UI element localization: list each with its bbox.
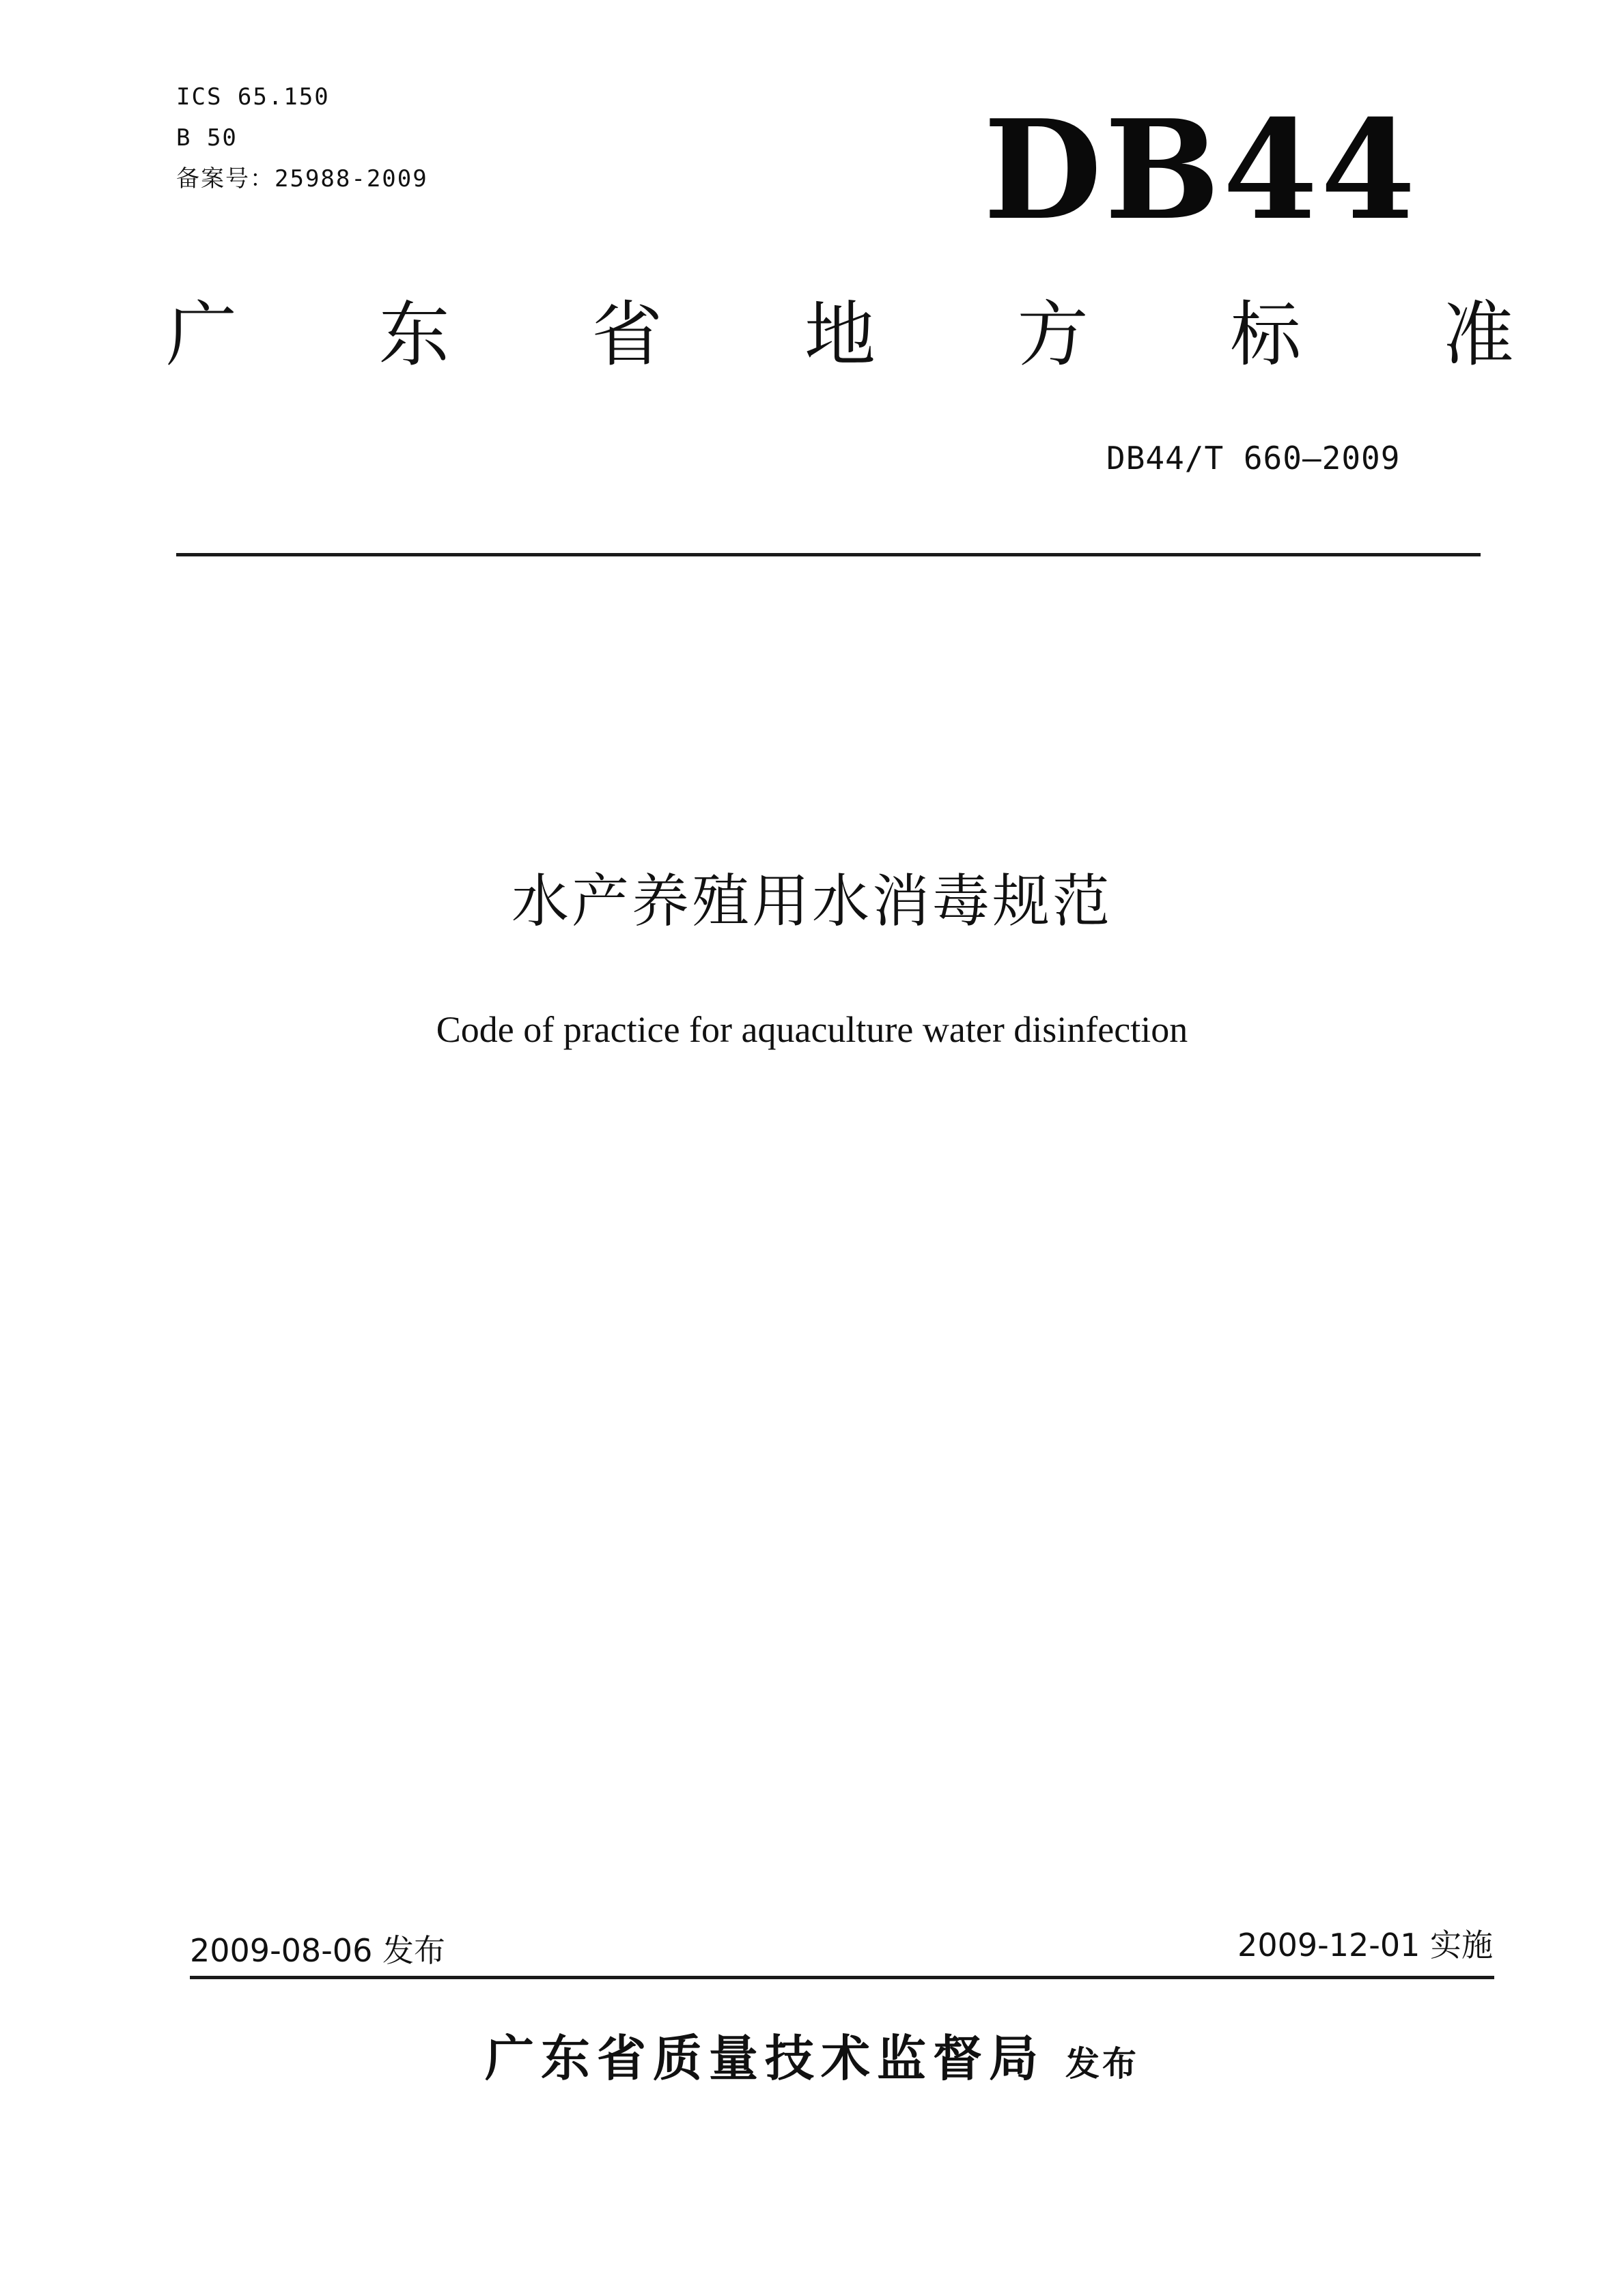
top-divider xyxy=(176,553,1481,556)
ics-code: ICS 65.150 xyxy=(176,83,330,111)
publisher-suffix: 发布 xyxy=(1065,2044,1139,2084)
ccs-code: B 50 xyxy=(176,124,238,152)
document-title-en: Code of practice for aquaculture water disinfection xyxy=(436,1009,1188,1050)
standard-number: DB44/T 660—2009 xyxy=(1106,440,1401,477)
publisher-line xyxy=(0,2021,1624,2101)
standard-type-char: 广 xyxy=(165,293,237,376)
standard-type-char: 方 xyxy=(1017,293,1089,376)
standard-type-char: 地 xyxy=(804,293,876,376)
implementation-date: 2009-12-01 实施 xyxy=(1237,1927,1493,1964)
standard-type-char: 准 xyxy=(1442,293,1514,376)
standard-type-title xyxy=(157,280,1523,389)
filing-number: 备案号：25988-2009 xyxy=(176,165,428,193)
issue-date: 2009-08-06 发布 xyxy=(190,1932,445,1969)
db44-logo: DB44 xyxy=(983,90,1418,251)
document-title-cn: 水产养殖用水消毒规范 xyxy=(511,868,1112,935)
standard-type-char: 东 xyxy=(378,293,450,376)
standard-type-char: 省 xyxy=(591,293,663,376)
standard-type-char: 标 xyxy=(1230,293,1302,376)
publisher-name: 广东省质量技术监督局 xyxy=(484,2030,1045,2087)
bottom-divider xyxy=(190,1976,1494,1979)
